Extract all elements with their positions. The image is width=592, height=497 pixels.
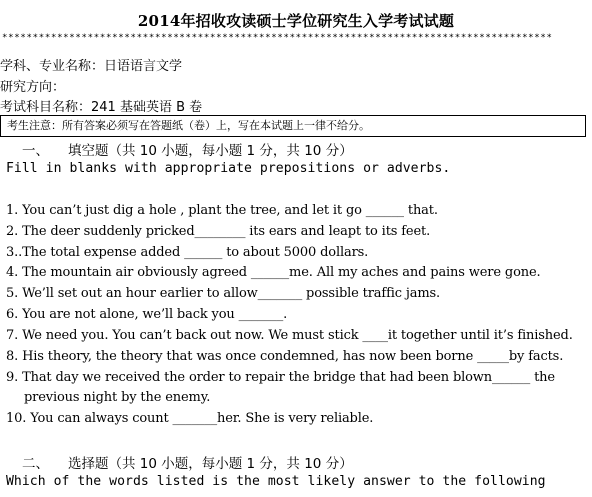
question-7: 7. We need you. You can’t back out now. We must stick ____it together until it’s finished. (6, 328, 573, 343)
question-8: 8. His theory, the theory that was once condemned, has now been borne _____by facts. (6, 349, 564, 364)
question-6: 6. You are not alone, we’ll back you _______. (6, 307, 288, 322)
separator-stars: ****************************************************************************************** (2, 33, 553, 43)
section-2-number: 二、 (22, 456, 49, 472)
question-4: 4. The mountain air obviously agreed ______me. All my aches and pains were gone. (6, 265, 541, 280)
section-1-heading (22, 139, 353, 159)
direction-line: 研究方向： (0, 80, 66, 95)
question-2: 2. The deer suddenly pricked________ its ears and leapt to its feet. (6, 224, 431, 239)
section-2-title: 选择题（共 10 小题，每小题 1 分，共 10 分） (68, 456, 353, 472)
candidate-notice: 考生注意：所有答案必须写在答题纸（卷）上，写在本试题上一律不给分。 (0, 115, 586, 137)
section-2-instruction: Which of the words listed is the most likely answer to the following (6, 474, 546, 489)
question-1: 1. You can’t just dig a hole , plant the tree, and let it go ______ that. (6, 203, 438, 218)
subject-line: 学科、专业名称：日语语言文学 (0, 59, 183, 74)
question-10: 10. You can always count _______her. She is very reliable. (6, 411, 374, 426)
exam-subject-line: 考试科目名称：241 基础英语 B 卷 (0, 100, 203, 115)
exam-title: 2014年招收攻读硕士学位研究生入学考试试题 (137, 12, 455, 30)
section-1-title: 填空题（共 10 小题，每小题 1 分，共 10 分） (68, 143, 353, 159)
question-5: 5. We’ll set out an hour earlier to allow_______ possible traffic jams. (6, 286, 441, 301)
section-1-number: 一、 (22, 143, 49, 159)
section-1-instruction: Fill in blanks with appropriate prepositions or adverbs. (6, 161, 451, 176)
section-2-heading (22, 452, 353, 472)
question-9: 9. That day we received the order to repair the bridge that had been blown______ the (6, 370, 555, 385)
question-3: 3..The total expense added ______ to about 5000 dollars. (6, 245, 369, 260)
question-9-continuation: previous night by the enemy. (24, 390, 211, 405)
